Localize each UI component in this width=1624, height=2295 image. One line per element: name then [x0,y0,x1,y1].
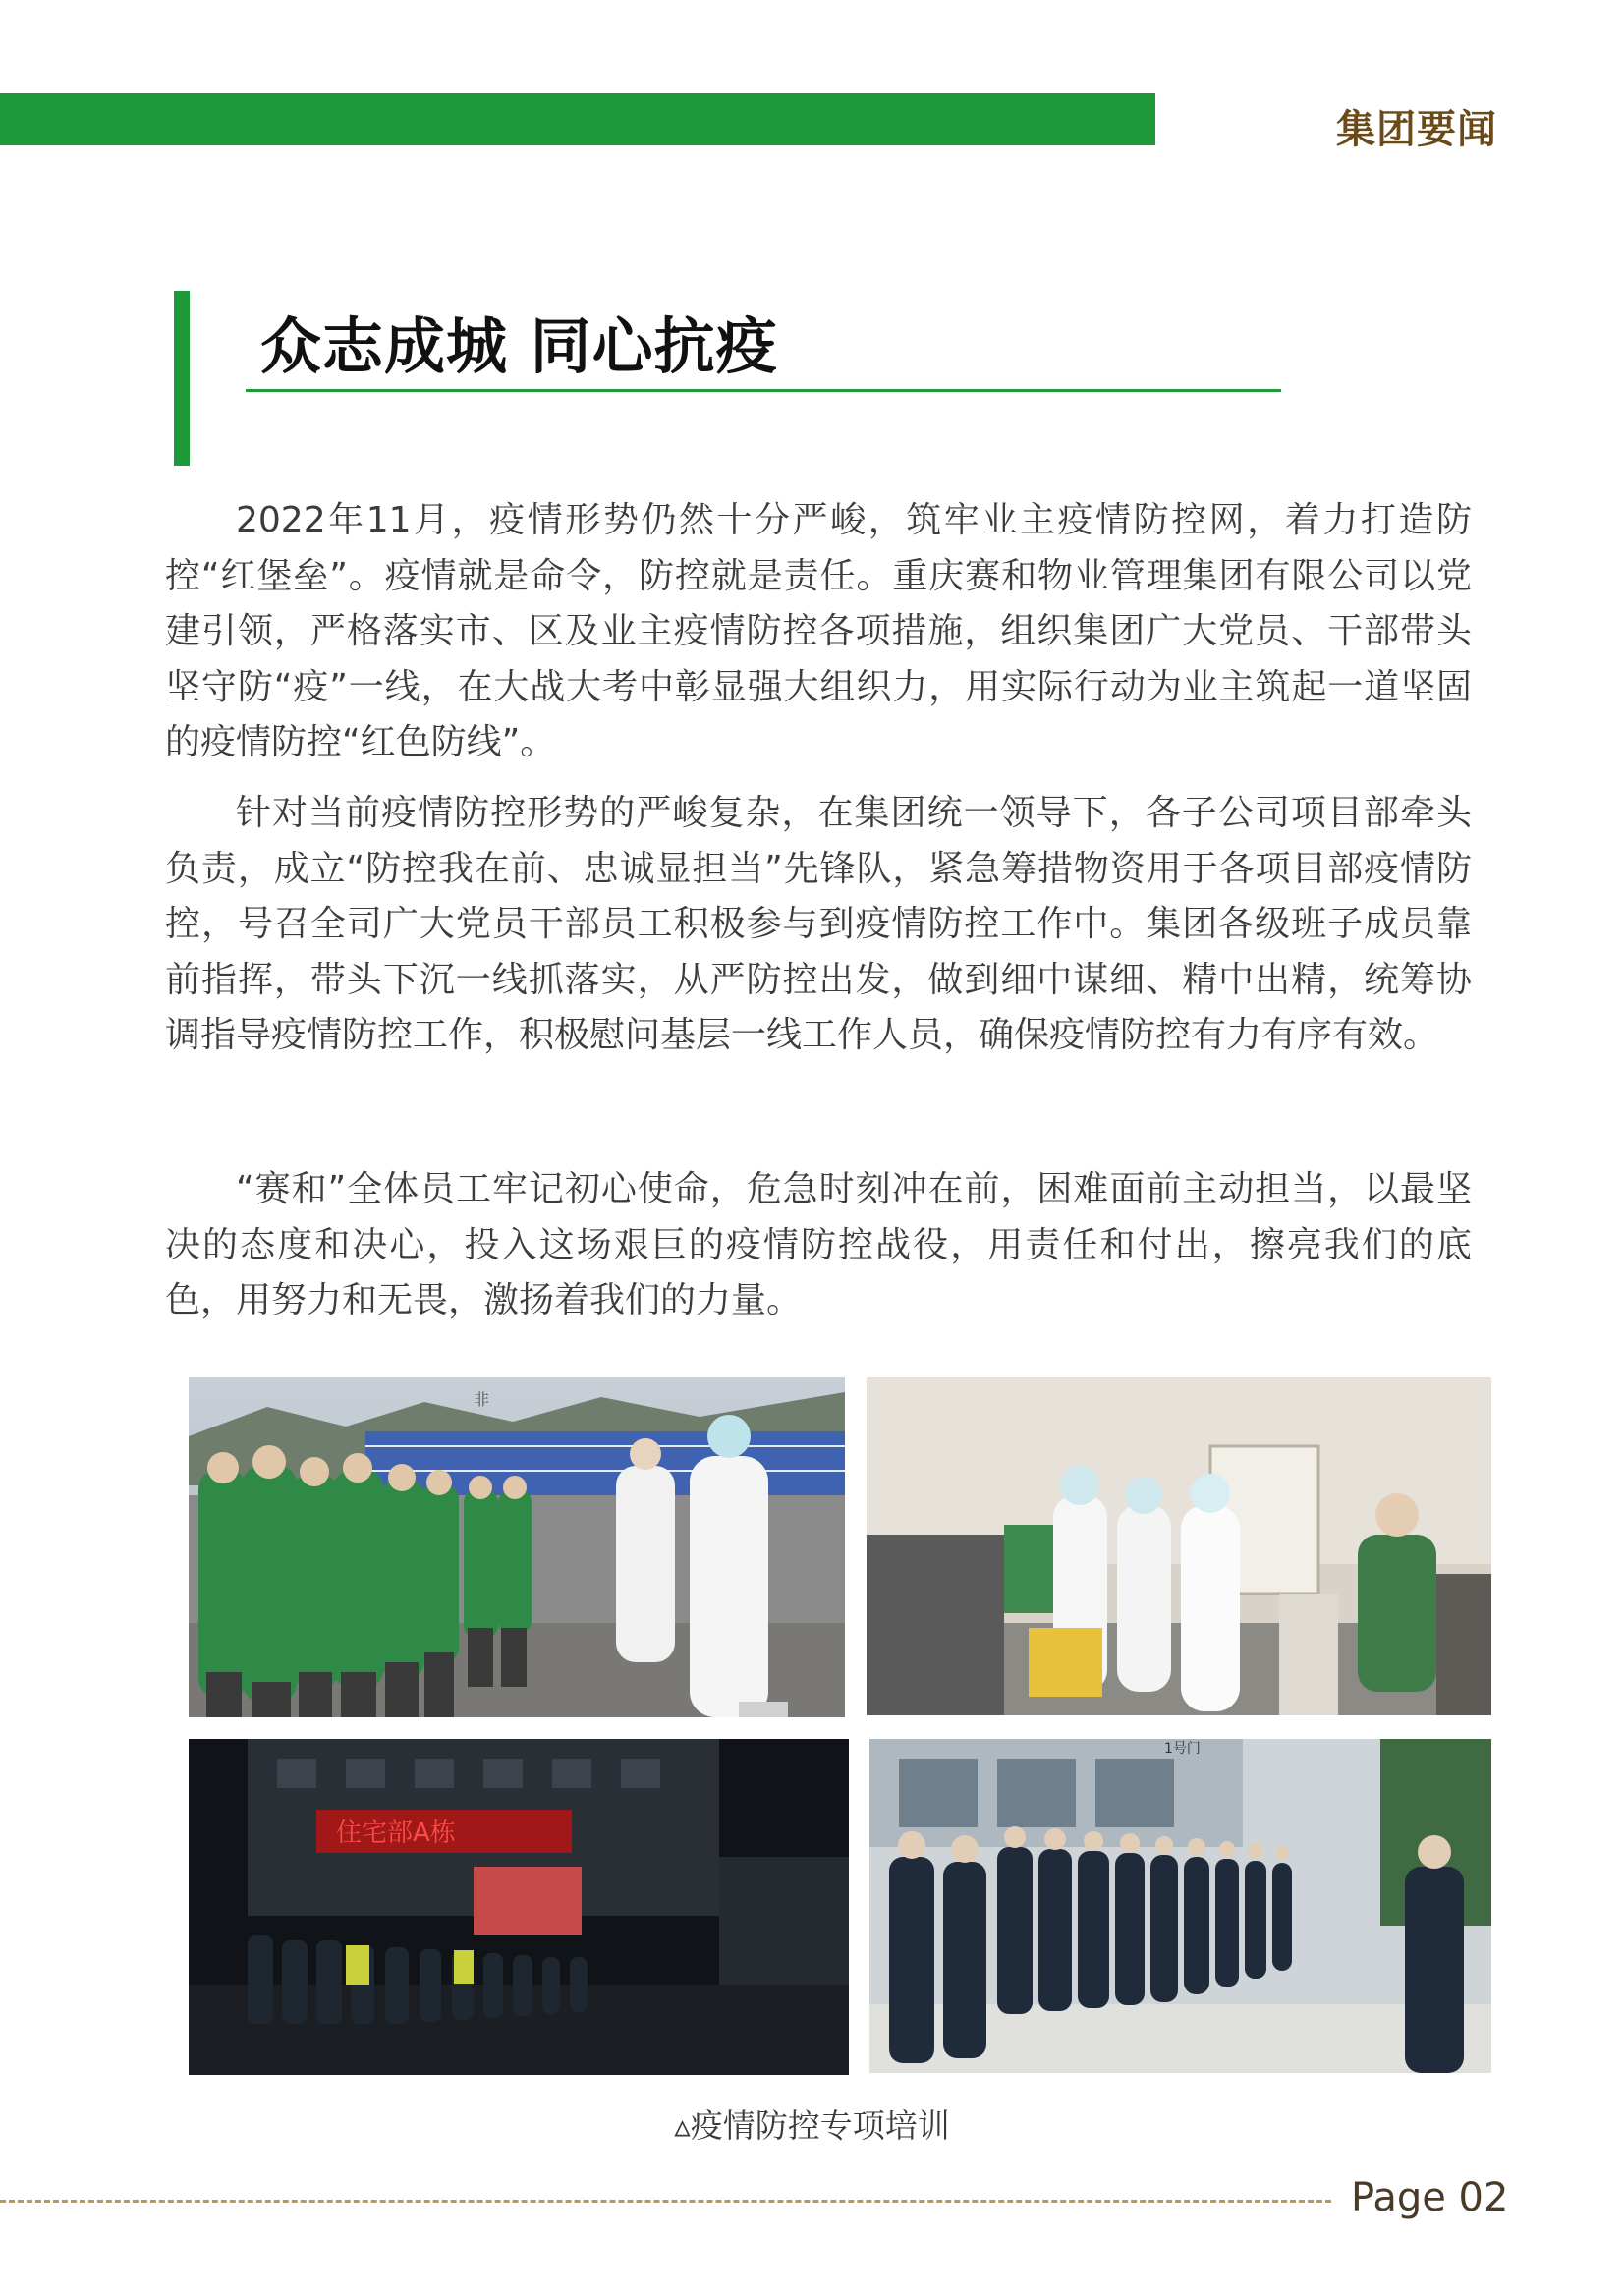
title-underline [246,389,1281,392]
photo3-sign-text: 住宅部A栋 [336,1819,456,1848]
photo-night-lineup [189,1739,849,2075]
photo-outdoor-training [189,1377,845,1717]
footer-dashed-line [0,2200,1331,2203]
photo1-sign-text: 非 [474,1390,490,1409]
article-title: 众志成城 同心抗疫 [260,310,778,382]
photo-security-team [869,1739,1491,2073]
article-paragraph-3: “赛和”全体员工牢记初心使命，危急时刻冲在前，困难面前主动担当，以最坚决的态度和决心，投入这场艰巨的疫情防控战役，用责任和付出，擦亮我们的底色，用努力和无畏，激扬着我们的力量。 [165,1169,1472,1320]
photo-caption: ▵疫情防控专项培训 [674,2106,950,2145]
article-paragraph-2: 针对当前疫情防控形势的严峻复杂，在集团统一领导下，各子公司项目部牵头负责，成立“防控我在前、忠诚显担当”先锋队，紧急筹措物资用于各项目部疫情防控，号召全司广大党员干部员工积极参与到疫情防控工作中。集团各级班子成员靠前指挥，带头下沉一线抓落实，从严防控出发，做到细中谋细、精中出精，统筹协调指导疫情防控工作，积极慰问基层一线工作人员，确保疫情防控有力有序有效。 [165,793,1472,1055]
section-label: 集团要闻 [1336,107,1497,152]
article-paragraph-1: 2022年11月，疫情形势仍然十分严峻，筑牢业主疫情防控网，着力打造防控“红堡垒”。疫情就是命令，防控就是责任。重庆赛和物业管理集团有限公司以党建引领，严格落实市、区及业主疫情防控各项措施，组织集团广大党员、干部带头坚守防“疫”一线，在大战大考中彰显强大组织力，用实际行动为业主筑起一道坚固的疫情防控“红色防线”。 [165,500,1472,762]
photo4-sign-text: 1号门 [1164,1741,1201,1757]
header-green-bar [0,93,1155,145]
title-accent-bar [174,291,190,466]
page-number: Page 02 [1351,2175,1509,2220]
photo-indoor-protective-suits [867,1377,1491,1715]
